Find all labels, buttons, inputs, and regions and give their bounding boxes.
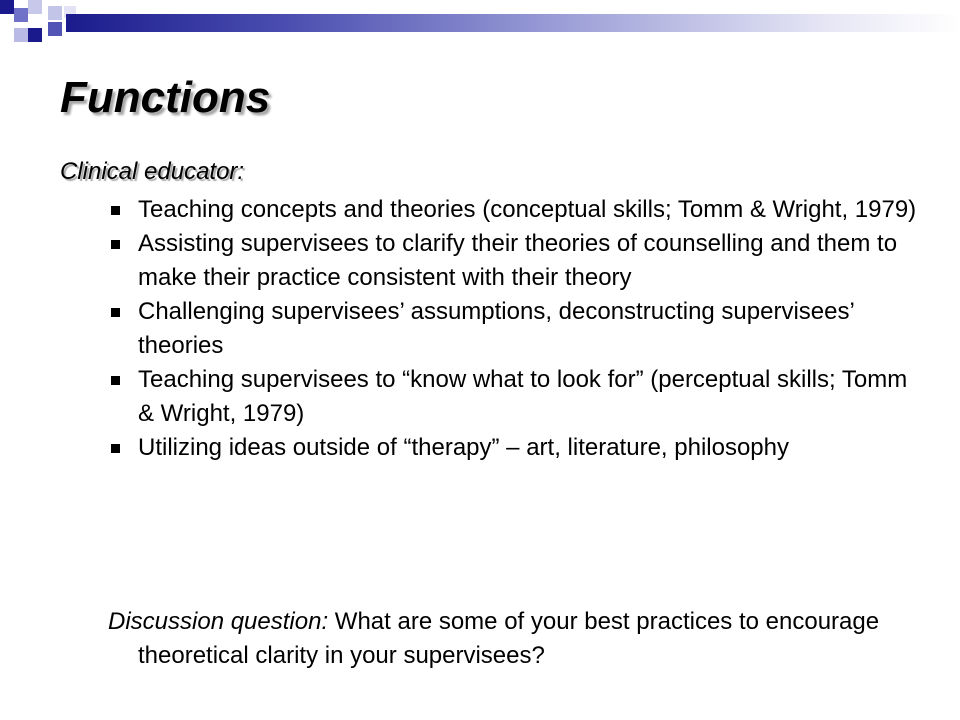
bullet-list bbox=[108, 193, 928, 465]
decor-square bbox=[48, 22, 62, 36]
discussion-label: Discussion question: bbox=[108, 608, 329, 635]
square-bullet-icon bbox=[111, 240, 120, 249]
square-bullet-icon bbox=[111, 376, 120, 385]
bullet-item bbox=[108, 363, 928, 431]
square-bullet-icon bbox=[111, 206, 120, 215]
bullet-item bbox=[108, 431, 928, 465]
decor-square bbox=[28, 0, 42, 14]
bullet-text: Utilizing ideas outside of “therapy” – art, literature, philosophy bbox=[138, 434, 789, 461]
bullet-item bbox=[108, 227, 928, 295]
section-subtitle: Clinical educator: bbox=[60, 158, 245, 185]
discussion-text: What are some of your best practices to encourage theoretical clarity in your supervisees? bbox=[138, 608, 880, 669]
bullet-text: Teaching supervisees to “know what to look for” (perceptual skills; Tomm & Wright, 1979) bbox=[138, 366, 908, 427]
decor-square bbox=[14, 8, 28, 22]
header-gradient-bar bbox=[66, 14, 960, 32]
bullet-item bbox=[108, 193, 928, 227]
bullet-item bbox=[108, 295, 928, 363]
bullet-text: Teaching concepts and theories (conceptual skills; Tomm & Wright, 1979) bbox=[138, 196, 917, 223]
decor-square bbox=[48, 6, 62, 20]
header-decoration bbox=[0, 0, 960, 60]
bullet-text: Challenging supervisees’ assumptions, deconstructing supervisees’ theories bbox=[138, 298, 854, 359]
square-bullet-icon bbox=[111, 308, 120, 317]
bullet-text: Assisting supervisees to clarify their theories of counselling and them to make their practice consistent with their theory bbox=[138, 230, 898, 291]
square-bullet-icon bbox=[111, 444, 120, 453]
decor-square bbox=[14, 28, 28, 42]
decor-square bbox=[0, 0, 14, 14]
decor-square bbox=[28, 28, 42, 42]
slide-title: Functions bbox=[60, 73, 271, 122]
discussion-question bbox=[108, 605, 898, 673]
